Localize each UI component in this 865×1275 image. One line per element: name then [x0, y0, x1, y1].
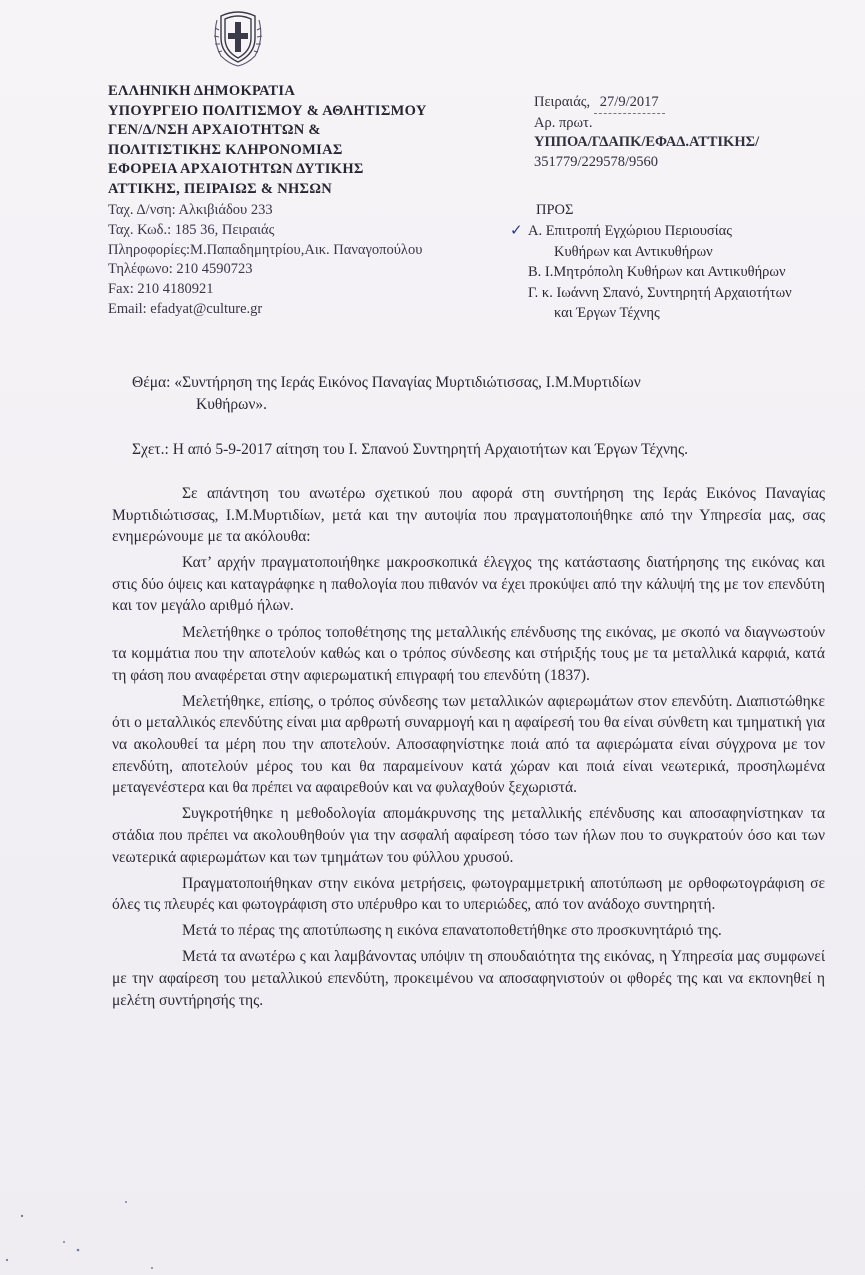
reference-block [534, 93, 859, 172]
sender-block [108, 82, 528, 320]
contact-block [108, 201, 528, 320]
recipient-a-cont: Κυθήρων και Αντικυθήρων [554, 243, 713, 260]
recipient-b: Β. Ι.Μητρόπολη Κυθήρων και Αντικυθήρων [528, 264, 786, 280]
greek-coat-of-arms-icon [207, 6, 269, 68]
org-line: ΕΦΟΡΕΙΑ ΑΡΧΑΙΟΤΗΤΩΝ ΔΥΤΙΚΗΣ [108, 161, 364, 177]
body-paragraph: Συγκροτήθηκε η μεθοδολογία απομάκρυνσης της μεταλλικής επένδυσης και αποσαφηνίστηκαν τα στάδια που πρέπει να ακολουθηθούν για την ασφαλή αφαίρεση τόσο των ήλων που το συγκρατούν όσο και των νεωτερικά αφιερωμάτων και των τμημάτων του φύλλου χρυσού. [112, 805, 825, 866]
org-line: ΥΠΟΥΡΓΕΙΟ ΠΟΛΙΤΙΣΜΟΥ & ΑΘΛΗΤΙΣΜΟΥ [108, 102, 427, 119]
subject-line [132, 372, 832, 416]
recipients-block [510, 200, 865, 324]
fax-line: Fax: 210 4180921 [108, 281, 214, 298]
body-paragraph: Σε απάντηση του ανωτέρω σχετικού που αφορά στη συντήρηση της Ιεράς Εικόνος Παναγίας Μυρτιδιώτισσας, Ι.Μ.Μυρτιδίων, μετά και την αυτοψία που πραγματοποιήθηκε από την Υπηρεσία μας, σας ενημερώνουμε με τα ακόλουθα: [112, 485, 825, 546]
recipient-c-cont: και Έργων Τέχνης [554, 305, 660, 321]
postcode-line: Ταχ. Κωδ.: 185 36, Πειραιάς [108, 221, 275, 238]
address-line: Ταχ. Δ/νση: Αλκιβιάδου 233 [108, 202, 273, 218]
info-line: Πληροφορίες:Μ.Παπαδημητρίου,Αικ. Παναγοπούλου [108, 241, 423, 258]
body-paragraph: Μελετήθηκε ο τρόπος τοποθέτησης της μεταλλικής επένδυσης της εικόνας, με σκοπό να διαγνωστούν τα κομμάτια που την αποτελούν καθώς και ο τρόπος σύνδεσης και στήριξής τους με τα μεταλλικά καρφιά, κατά τη φάση που αναφέρεται στην αφιερωματική επιγραφή του επενδύτη (1837). [112, 623, 825, 684]
email-line: Email: efadyat@culture.gr [108, 300, 263, 317]
ref-label: Αρ. πρωτ. [534, 114, 593, 131]
date-line: Πειραιάς, 27/9/2017 [534, 93, 859, 114]
body-paragraph: Μελετήθηκε, επίσης, ο τρόπος σύνδεσης των μεταλλικών αφιερωμάτων στον επενδύτη. Διαπιστώθηκε ότι ο μεταλλικός επενδύτης είναι μια αρθρωτή συναρμογή και η αφαίρεσή του θα είναι σύνθετη και τμηματική για να ακολουθεί τα μέρη που την αποτελούν. Αποσαφηνίστηκε ποιά από τα αφιερώματα είναι σύγχρονα με τον επενδύτη, αποτελούν μέρος του και θα παραμείνουν κατά χώραν και ποιά είναι νεωτερικά, προσηλωμένα μεταγενέστερα και θα πρέπει να αφαιρεθούν και να φυλαχθούν ξεχωριστά. [112, 692, 825, 797]
org-line: ΕΛΛΗΝΙΚΗ ΔΗΜΟΚΡΑΤΙΑ [108, 83, 296, 99]
check-mark-icon: ✓ [510, 221, 523, 239]
phone-line: Τηλέφωνο: 210 4590723 [108, 261, 253, 278]
scan-specks [0, 1190, 865, 1275]
org-line: ΓΕΝ/Δ/ΝΣΗ ΑΡΧΑΙΟΤΗΤΩΝ & [108, 122, 321, 138]
recipient-c: Γ. κ. Ιωάννη Σπανό, Συντηρητή Αρχαιοτήτων [528, 284, 792, 301]
ref-number: 351779/229578/9560 [534, 153, 659, 170]
subject-text-cont: Κυθήρων». [196, 396, 267, 413]
body-paragraph: Μετά το πέρας της αποτύπωσης η εικόνα επανατοποθετήθηκε στο προσκυνητάριό της. [182, 922, 722, 940]
letter-body [112, 483, 825, 1016]
recipient-a: ✓ Α. Επιτροπή Εγχώριου Περιουσίας [510, 221, 732, 239]
body-paragraph: Μετά τα ανωτέρω ς και λαμβάνοντας υπόψιν τη σπουδαιότητα της εικόνας, η Υπηρεσία μας συμφωνεί με την αφαίρεση του μεταλλικού επενδύτη, προκειμένου να αποσαφηνιστούν οι φθορές της και να εκπονηθεί η μελέτη συντήρησής της. [112, 948, 825, 1009]
place-label: Πειραιάς [534, 94, 587, 110]
date-value: 27/9/2017 [594, 93, 665, 114]
org-line: ΠΟΛΙΤΙΣΤΙΚΗΣ ΚΛΗΡΟΝΟΜΙΑΣ [108, 141, 343, 158]
ref-code: ΥΠΠΟΑ/ΓΔΑΠΚ/ΕΦΑΔ.ΑΤΤΙΚΗΣ/ [534, 134, 760, 150]
body-paragraph: Πραγματοποιήθηκαν στην εικόνα μετρήσεις, φωτογραμμετρική αποτύπωση με ορθοφωτογράφιση σε όλες τις πλευρές και φωτογράφιση στο υπέρυθρο και το υπεριώδες, από τον ανάδοχο συντηρητή. [112, 874, 825, 914]
subject-text: Θέμα: «Συντήρηση της Ιεράς Εικόνος Παναγίας Μυρτιδιώτισσας, Ι.Μ.Μυρτιδίων [132, 374, 641, 391]
related-line: Σχετ.: Η από 5-9-2017 αίτηση του Ι. Σπανού Συντηρητή Αρχαιοτήτων και Έργων Τέχνης. [132, 441, 689, 458]
body-paragraph: Κατ’ αρχήν πραγματοποιήθηκε μακροσκοπικά έλεγχος της κατάστασης διατήρησης της εικόνας και στις δύο όψεις και καταγράφηκε η παθολογία που πιθανόν να έχει προκύψει από την κάλυψή της με τον επενδύτη και τον μεγάλο αριθμό ήλων. [112, 554, 825, 615]
org-line: ΑΤΤΙΚΗΣ, ΠΕΙΡΑΙΩΣ & ΝΗΣΩΝ [108, 180, 333, 197]
recipients-label: ΠΡΟΣ [536, 202, 574, 218]
